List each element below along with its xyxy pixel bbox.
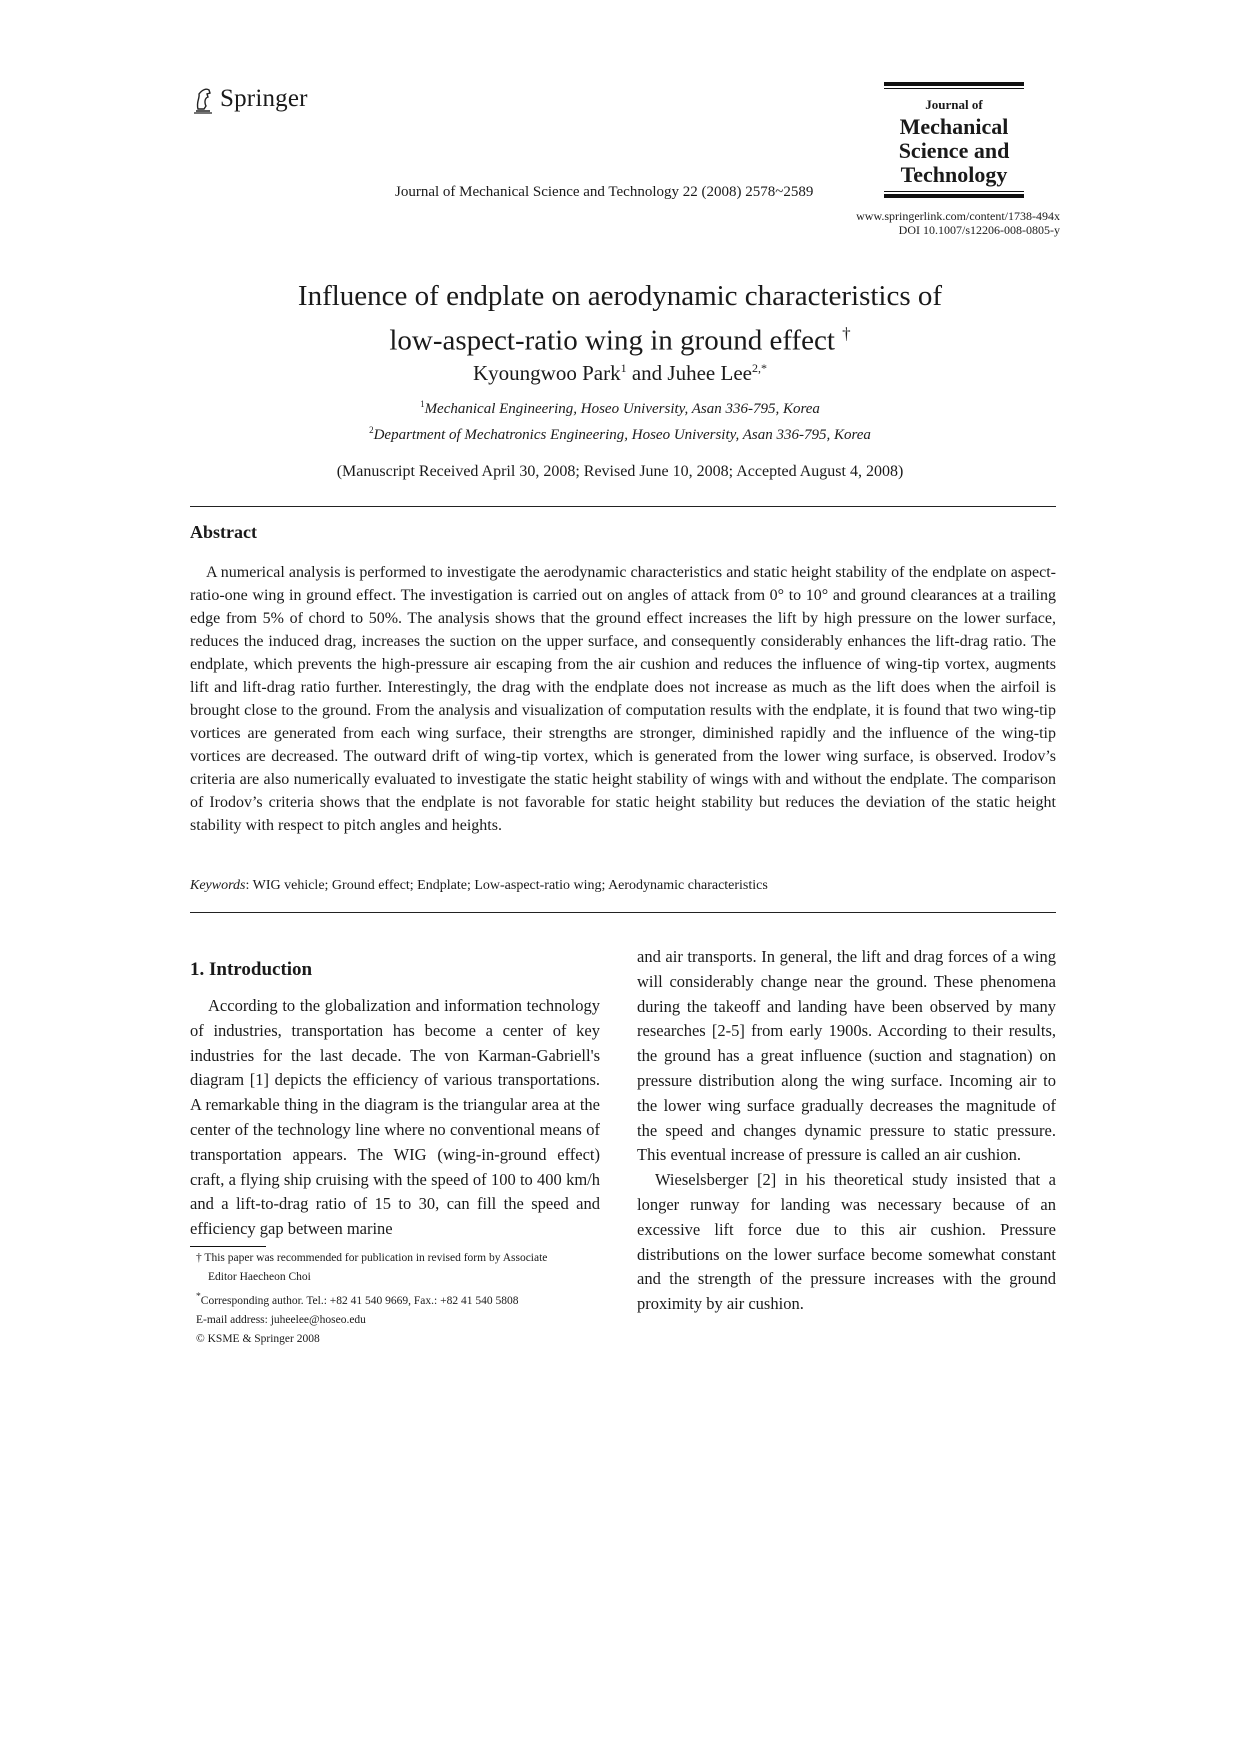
manuscript-dates: (Manuscript Received April 30, 2008; Revised June 10, 2008; Accepted August 4, 2008) [336,463,904,480]
footnote-recommendation [196,1249,600,1287]
masthead-line-2: Science and [898,138,1010,163]
masthead-bottom-rule-thin [884,191,1024,192]
column-left [190,945,600,1349]
divider-top [190,506,1056,507]
masthead-journal-of: Journal of [925,97,983,112]
intro-paragraph-1: According to the globalization and information technology of industries, transportation has become a center of key industries for the last decade. The von Karman-Gabriell's diagram [1] depicts the efficiency of various transportations. A remarkable thing in the diagram is the triangular area at the center of the technology line where no conventional means of transportation appears. The WIG (wing-in-ground effect) craft, a flying ship cruising with the speed of 100 to 400 km/h and a lift-to-drag ratio of 15 to 30, can fill the speed and efficiency gap between marine [190,996,600,1239]
journal-citation: Journal of Mechanical Science and Technology 22 (2008) 2578~2589 [395,184,814,200]
author-1-affil: 1 [620,361,627,375]
affiliation-2-mark: 2 [369,425,374,435]
keywords-text: : WIG vehicle; Ground effect; Endplate; Low-aspect-ratio wing; Aerodynamic characteristics [245,878,768,893]
abstract-text: A numerical analysis is performed to investigate the aerodynamic characteristics and static height stability of the endplate on aspect-ratio-one wing in ground effect. The investigation is carried out on angles of attack from 0° to 10° and ground clearances at a trailing edge from 5% of chord to 50%. The analysis shows that the ground effect increases the lift by high pressure on the lower surface, reduces the induced drag, increases the suction on the upper surface, and consequently considerably enhances the lift-drag ratio. The endplate, which prevents the high-pressure air escaping from the air cushion and reduces the influence of wing-tip vortex, augments lift and lift-drag ratio further. Interestingly, the drag with the endplate does not increase as much as the lift does when the airfoil is brought close to the ground. From the analysis and visualization of computation results with the endplate, it is found that two wing-tip vortices are generated from each wing surface, their strengths are stronger, diminished rapidly and the influence of the wing-tip vortices are decreased. The outward drift of wing-tip vortex, which is generated from the lower wing surface, is observed. Irodov’s criteria are also numerically evaluated to investigate the static height stability of wings with and without the endplate. The comparison of Irodov’s criteria shows that the endplate is not favorable for static height stability but reduces the deviation of the static height stability with respect to pitch angles and heights. [190,564,1056,834]
title-line-2-text: low-aspect-ratio wing in ground effect [389,324,835,357]
footnote-corresponding [196,1287,600,1311]
masthead-journal-name [884,115,1024,187]
footnote-1-line-1: † This paper was recommended for publication in revised form by Associate [196,1251,548,1264]
column-right [637,945,1056,1317]
title-line-1: Influence of endplate on aerodynamic characteristics of [297,280,943,312]
author-2: Juhee Lee [667,361,752,385]
footnote-email[interactable]: E-mail address: juheelee@hoseo.edu [196,1313,366,1326]
publisher-name: Springer [220,85,308,112]
web-info [820,209,1060,237]
masthead-bottom-rule [884,194,1024,198]
author-list [190,361,1050,386]
section-heading-introduction: 1. Introduction [190,959,313,980]
abstract-heading: Abstract [190,522,257,542]
intro-paragraph-1-continued: and air transports. In general, the lift and drag forces of a wing will considerably change near the ground. These phenomena during the takeoff and landing have been observed by many researches [2-5] from early 1900s. According to their results, the ground has a great influence (suction and stagnation) on pressure distribution along the wing surface. Incoming air to the lower wing surface gradually decreases the magnitude of the speed and changes dynamic pressure to static pressure. This eventual increase of pressure is called an air cushion. [637,947,1056,1165]
journal-masthead [884,82,1024,198]
intro-paragraph-2: Wieselsberger [2] in his theoretical study insisted that a longer runway for landing was necessary because of an excessive lift force due to this air cushion. Pressure distributions on the lower surface become somewhat constant and the strength of the pressure increases with the ground proximity by air cushion. [637,1170,1056,1314]
masthead-line-1: Mechanical [899,114,1009,139]
footnote-1-line-2: Editor Haecheon Choi [208,1270,311,1283]
keywords [190,878,1056,894]
paper-title [190,278,1050,360]
affiliation-1-text: Mechanical Engineering, Hoseo University, Asan 336-795, Korea [424,401,820,417]
footnote-rule [190,1246,266,1247]
author-separator: and [626,361,668,385]
publisher-logo [190,84,308,114]
footnote-2-mark: * [196,1290,201,1302]
masthead-top-rule-thin [884,88,1024,89]
masthead-line-3: Technology [900,162,1008,187]
affiliation-1 [190,394,1050,420]
author-1: Kyoungwoo Park [473,361,621,385]
divider-bottom [190,912,1056,913]
footnote-copyright: © KSME & Springer 2008 [196,1332,320,1345]
web-url[interactable]: www.springerlink.com/content/1738-494x [856,209,1060,223]
springer-knight-icon [190,84,216,114]
doi[interactable]: DOI 10.1007/s12206-008-0805-y [898,223,1060,237]
title-dagger: † [842,324,851,343]
author-2-affil: 2,* [751,361,767,375]
affiliation-1-mark: 1 [420,399,425,409]
footnote-2-text: Corresponding author. Tel.: +82 41 540 9669, Fax.: +82 41 540 5808 [200,1294,519,1307]
affiliations [190,394,1050,446]
affiliation-2 [190,420,1050,446]
keywords-label: Keywords [190,878,246,893]
footnotes [190,1249,600,1349]
title-line-2 [190,315,1050,360]
masthead-top-rule [884,82,1024,86]
affiliation-2-text: Department of Mechatronics Engineering, Hoseo University, Asan 336-795, Korea [373,427,871,443]
